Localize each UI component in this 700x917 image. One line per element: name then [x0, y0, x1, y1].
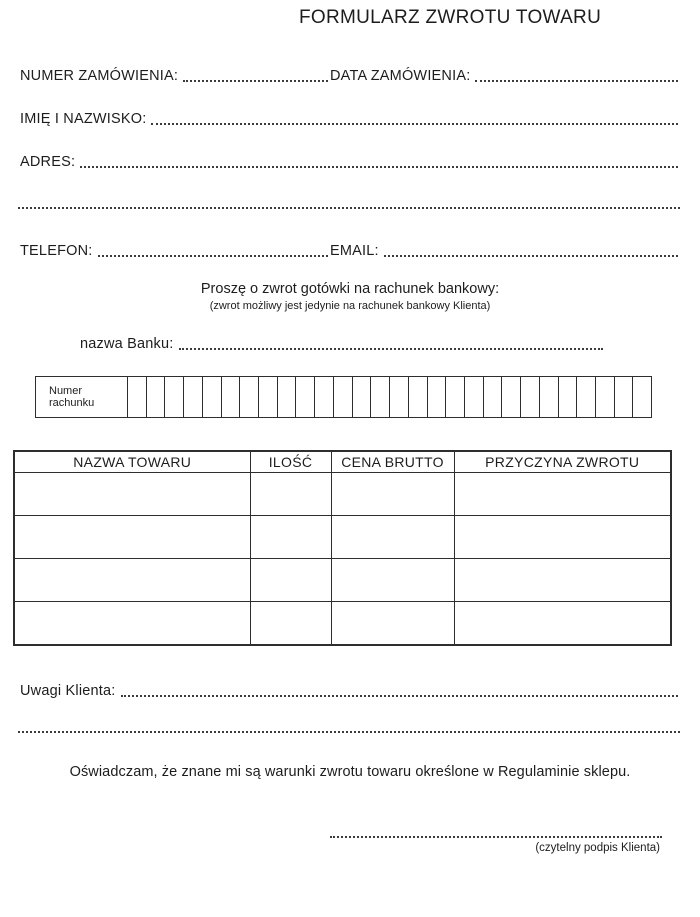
- items-table-cell: [331, 516, 454, 559]
- account-number-label: Numer rachunku: [36, 377, 128, 417]
- account-digit-cell: [184, 377, 203, 417]
- account-digit-cell: [633, 377, 651, 417]
- items-table-cell: [454, 559, 671, 602]
- items-table: [13, 450, 672, 646]
- contact-row: [20, 243, 680, 260]
- signature-write-line: [330, 836, 662, 838]
- account-digit-cell: [559, 377, 578, 417]
- signature-caption: (czytelny podpis Klienta): [535, 842, 660, 854]
- items-table-cell: [331, 602, 454, 646]
- account-digit-cells: [128, 377, 651, 417]
- items-table-cell: [454, 473, 671, 516]
- phone-label: TELEFON:: [20, 243, 93, 259]
- account-digit-cell: [484, 377, 503, 417]
- email-write-line: [384, 255, 678, 257]
- address-write-line: [80, 166, 678, 168]
- items-table-cell: [454, 602, 671, 646]
- signature-block: [330, 836, 662, 854]
- items-table-cell: [331, 559, 454, 602]
- account-digit-cell: [521, 377, 540, 417]
- items-table-cell: [14, 516, 250, 559]
- items-table-cell: [250, 559, 331, 602]
- items-table-cell: [250, 473, 331, 516]
- address-label: ADRES:: [20, 154, 76, 170]
- account-digit-cell: [315, 377, 334, 417]
- items-table-row: [14, 559, 671, 602]
- order-date-label: DATA ZAMÓWIENIA:: [330, 68, 471, 84]
- account-digit-cell: [278, 377, 297, 417]
- account-digit-cell: [465, 377, 484, 417]
- account-digit-cell: [371, 377, 390, 417]
- bank-name-label: nazwa Banku:: [80, 336, 174, 352]
- account-digit-cell: [409, 377, 428, 417]
- notes-row: [20, 683, 680, 700]
- items-table-cell: [250, 602, 331, 646]
- order-date-write-line: [475, 80, 678, 82]
- items-table-header-row: [14, 451, 671, 473]
- account-digit-cell: [502, 377, 521, 417]
- account-digit-cell: [390, 377, 409, 417]
- address-write-line-2: [18, 207, 680, 209]
- name-row: [20, 111, 680, 128]
- account-digit-cell: [615, 377, 634, 417]
- account-digit-cell: [428, 377, 447, 417]
- order-number-field: [20, 68, 330, 85]
- items-table-row: [14, 473, 671, 516]
- notes-label: Uwagi Klienta:: [20, 683, 116, 699]
- order-number-write-line: [183, 80, 328, 82]
- bank-name-row: [80, 336, 605, 353]
- account-digit-cell: [259, 377, 278, 417]
- account-digit-cell: [296, 377, 315, 417]
- name-label: IMIĘ I NAZWISKO:: [20, 111, 147, 127]
- items-table-cell: [331, 473, 454, 516]
- notes-write-line-2: [18, 731, 680, 733]
- account-digit-cell: [222, 377, 241, 417]
- items-table-cell: [14, 559, 250, 602]
- col-header-return-reason: PRZYCZYNA ZWROTU: [454, 451, 671, 473]
- order-number-label: NUMER ZAMÓWIENIA:: [20, 68, 179, 84]
- account-number-box: [35, 376, 652, 418]
- items-table-body: [14, 473, 671, 646]
- account-digit-cell: [147, 377, 166, 417]
- email-label: EMAIL:: [330, 243, 379, 259]
- bank-name-write-line: [179, 348, 604, 350]
- items-table-row: [14, 602, 671, 646]
- items-table-cell: [14, 473, 250, 516]
- notes-write-line: [121, 695, 679, 697]
- col-header-product-name: NAZWA TOWARU: [14, 451, 250, 473]
- account-digit-cell: [577, 377, 596, 417]
- name-write-line: [151, 123, 678, 125]
- account-digit-cell: [165, 377, 184, 417]
- account-digit-cell: [240, 377, 259, 417]
- items-table-row: [14, 516, 671, 559]
- col-header-gross-price: CENA BRUTTO: [331, 451, 454, 473]
- refund-subheading: (zwrot możliwy jest jedynie na rachunek bankowy Klienta): [209, 300, 491, 312]
- order-row: [20, 68, 680, 85]
- refund-heading: Proszę o zwrot gotówki na rachunek bankowy:: [200, 281, 500, 297]
- account-digit-cell: [353, 377, 372, 417]
- declaration-text: Oświadczam, że znane mi są warunki zwrotu towaru określone w Regulaminie sklepu.: [69, 764, 631, 780]
- items-table-cell: [14, 602, 250, 646]
- account-digit-cell: [203, 377, 222, 417]
- col-header-quantity: ILOŚĆ: [250, 451, 331, 473]
- account-digit-cell: [540, 377, 559, 417]
- account-digit-cell: [596, 377, 615, 417]
- form-title: FORMULARZ ZWROTU TOWARU: [299, 7, 602, 28]
- address-row: [20, 154, 680, 171]
- account-digit-cell: [446, 377, 465, 417]
- items-table-cell: [250, 516, 331, 559]
- account-digit-cell: [128, 377, 147, 417]
- items-table-cell: [454, 516, 671, 559]
- account-digit-cell: [334, 377, 353, 417]
- phone-field: [20, 243, 330, 260]
- phone-write-line: [98, 255, 329, 257]
